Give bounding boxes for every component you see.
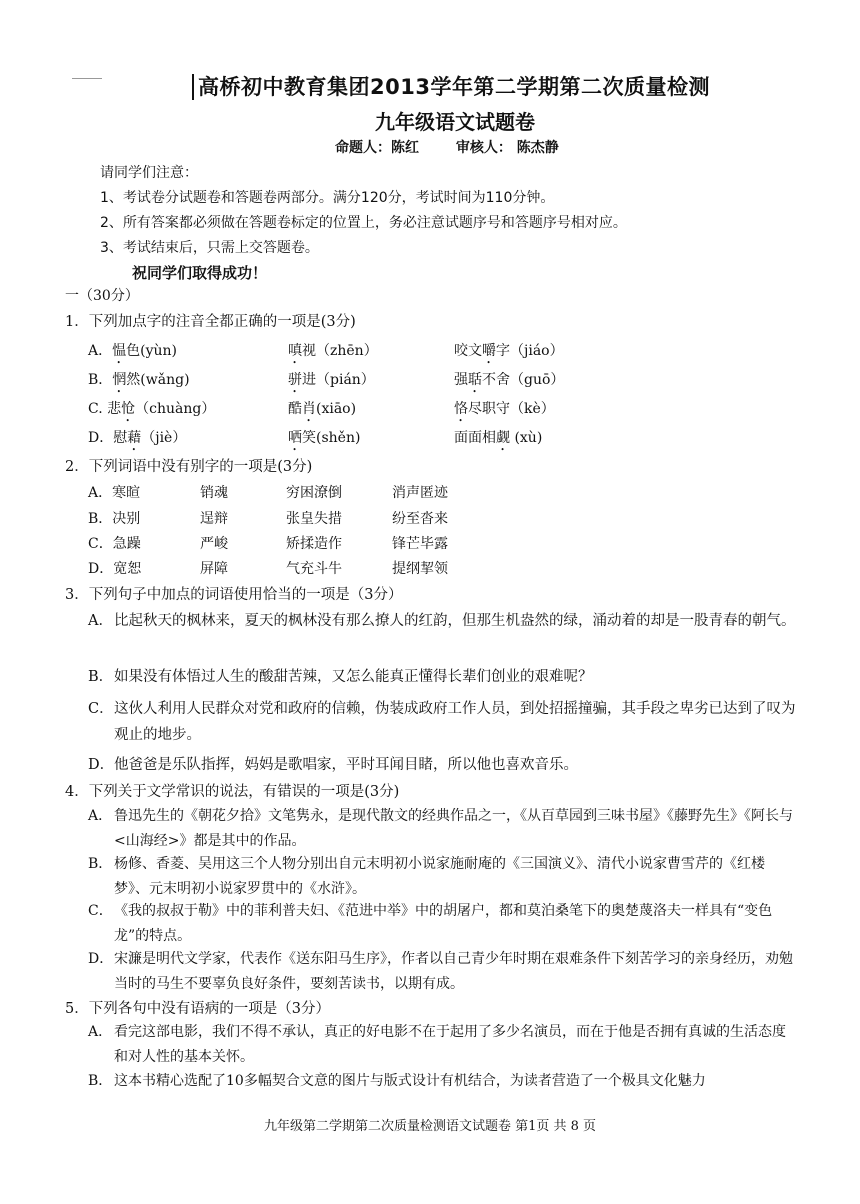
notice-item: 1、考试卷分试题卷和答题卷两部分。满分120分，考试时间为110分钟。	[100, 190, 555, 206]
q1-cell: D．慰藉（jiè）	[88, 430, 187, 446]
q1-cell: 嗔视（zhēn）	[288, 343, 378, 359]
q1-cell: 面面相觑 (xù)	[454, 430, 543, 446]
option-label: D．	[88, 951, 114, 967]
notice-item: 3、考试结束后，只需上交答题卷。	[100, 240, 319, 256]
q2-cell: B．决别	[88, 511, 141, 527]
option-text: 比起秋天的枫林来，夏天的枫林没有那么撩人的红韵，但那生机盎然的绿，涌动着的却是一股青春的朝气。	[114, 613, 796, 629]
page-footer: 九年级第二学期第二次质量检测语文试题卷 第1页 共 8 页	[263, 1119, 597, 1134]
option-label: B．	[88, 856, 113, 872]
q1-cell: B．惘然(wǎng)	[88, 372, 190, 388]
option-text: 这本书精心选配了10多幅契合文意的图片与版式设计有机结合，为读者营造了一个极具文化魅力	[114, 1073, 706, 1089]
authors-line	[335, 137, 591, 157]
q3-option-c	[88, 696, 798, 748]
reviewer: 审核人： 陈杰静	[455, 140, 559, 156]
option-label: D．	[88, 757, 115, 773]
q3-option-a	[88, 608, 798, 634]
q3-option-b	[88, 664, 798, 690]
wish-text: 祝同学们取得成功！	[132, 264, 268, 282]
q2-cell: 严峻	[200, 536, 228, 552]
q2-cell: A．寒暄	[88, 485, 141, 501]
option-text: 《我的叔叔于勒》中的菲利普夫妇、《范进中举》中的胡屠户，都和莫泊桑笔下的奥楚蔑洛夫一样具有“变色龙”的特点。	[114, 903, 773, 944]
q2-cell: 张皇失措	[286, 511, 342, 527]
option-text: 看完这部电影，我们不得不承认，真正的好电影不在于起用了多少名演员，而在于他是否拥有真诚的生活态度和对人性的基本关怀。	[114, 1024, 786, 1065]
q2-cell: 矫揉造作	[286, 536, 342, 552]
q4-option-a	[88, 804, 798, 854]
option-text: 他爸爸是乐队指挥，妈妈是歌唱家，平时耳闻目睹，所以他也喜欢音乐。	[114, 757, 578, 773]
q2-cell: 气充斗牛	[286, 561, 342, 577]
option-label: A．	[88, 1024, 113, 1040]
option-label: B．	[88, 1073, 113, 1089]
option-text: 鲁迅先生的《朝花夕拾》文笔隽永，是现代散文的经典作品之一，《从百草园到三味书屋》《藤野先生》《阿长与<山海经>》都是其中的作品。	[114, 808, 793, 849]
option-text: 宋濂是明代文学家，代表作《送东阳马生序》，作者以自己青少年时期在艰难条件下刻苦学习的亲身经历，劝勉当时的马生不要辜负良好条件，要刻苦读书，以期有成。	[114, 951, 793, 992]
q1-cell: 强聒不舍（guō）	[454, 372, 565, 388]
option-text: 这伙人利用人民群众对党和政府的信赖，伪装成政府工作人员，到处招摇撞骗，其手段之卑劣已达到了叹为观止的地步。	[114, 701, 796, 743]
q2-cell: 穷困潦倒	[286, 485, 342, 501]
q1-cell: A．愠色(yùn)	[88, 343, 177, 359]
option-label: B．	[88, 669, 114, 685]
question-4-stem: 4．下列关于文学常识的说法，有错误的一项是(3分)	[65, 784, 400, 800]
option-label: C．	[88, 701, 114, 717]
q1-cell: 咬文嚼字（jiáo）	[454, 343, 564, 359]
q4-option-b	[88, 852, 798, 902]
q1-cell: 酷肖(xiāo)	[288, 401, 357, 417]
q1-cell: 哂笑(shěn)	[288, 430, 361, 446]
notice-heading: 请同学们注意：	[100, 165, 198, 181]
exam-title: 高桥初中教育集团2013学年第二学期第二次质量检测	[192, 74, 710, 100]
q2-cell: 锋芒毕露	[392, 536, 448, 552]
q2-cell: 消声匿迹	[392, 485, 448, 501]
top-rule	[72, 78, 102, 79]
option-label: C．	[88, 903, 113, 919]
exam-subtitle: 九年级语文试题卷	[375, 110, 535, 134]
question-2-stem: 2．下列词语中没有别字的一项是(3分)	[65, 459, 313, 475]
q2-cell: 纷至沓来	[392, 511, 448, 527]
question-5-stem: 5．下列各句中没有语病的一项是（3分）	[65, 1001, 330, 1017]
option-label: A．	[88, 808, 113, 824]
q1-cell: 骈进（pián）	[288, 372, 375, 388]
q4-option-d	[88, 947, 798, 997]
option-label: A．	[88, 613, 113, 629]
question-3-stem: 3．下列句子中加点的词语使用恰当的一项是（3分）	[65, 587, 403, 603]
q2-cell: D．宽恕	[88, 561, 142, 577]
option-text: 杨修、香菱、吴用这三个人物分别出自元末明初小说家施耐庵的《三国演义》、清代小说家曹雪芹的《红楼梦》、元末明初小说家罗贯中的《水浒》。	[114, 856, 765, 897]
section-heading: 一（30分）	[65, 288, 139, 304]
setter: 命题人：陈红	[335, 140, 419, 156]
q1-cell: 恪尽职守（kè）	[454, 401, 555, 417]
q5-option-b	[88, 1069, 798, 1094]
q2-cell: 提纲挈领	[392, 561, 448, 577]
q2-cell: 屏障	[200, 561, 228, 577]
q2-cell: 逞辩	[200, 511, 228, 527]
notice-item: 2、所有答案都必须做在答题卷标定的位置上，务必注意试题序号和答题序号相对应。	[100, 215, 627, 231]
q2-cell: 销魂	[200, 485, 228, 501]
q3-option-d	[88, 752, 798, 778]
q4-option-c	[88, 899, 798, 949]
question-1-stem: 1．下列加点字的注音全都正确的一项是(3分)	[65, 314, 356, 330]
q1-cell: C. 悲怆（chuàng）	[88, 401, 216, 417]
option-text: 如果没有体悟过人生的酸甜苦辣，又怎么能真正懂得长辈们创业的艰难呢？	[114, 669, 593, 685]
q5-option-a	[88, 1020, 798, 1070]
q2-cell: C．急躁	[88, 536, 141, 552]
